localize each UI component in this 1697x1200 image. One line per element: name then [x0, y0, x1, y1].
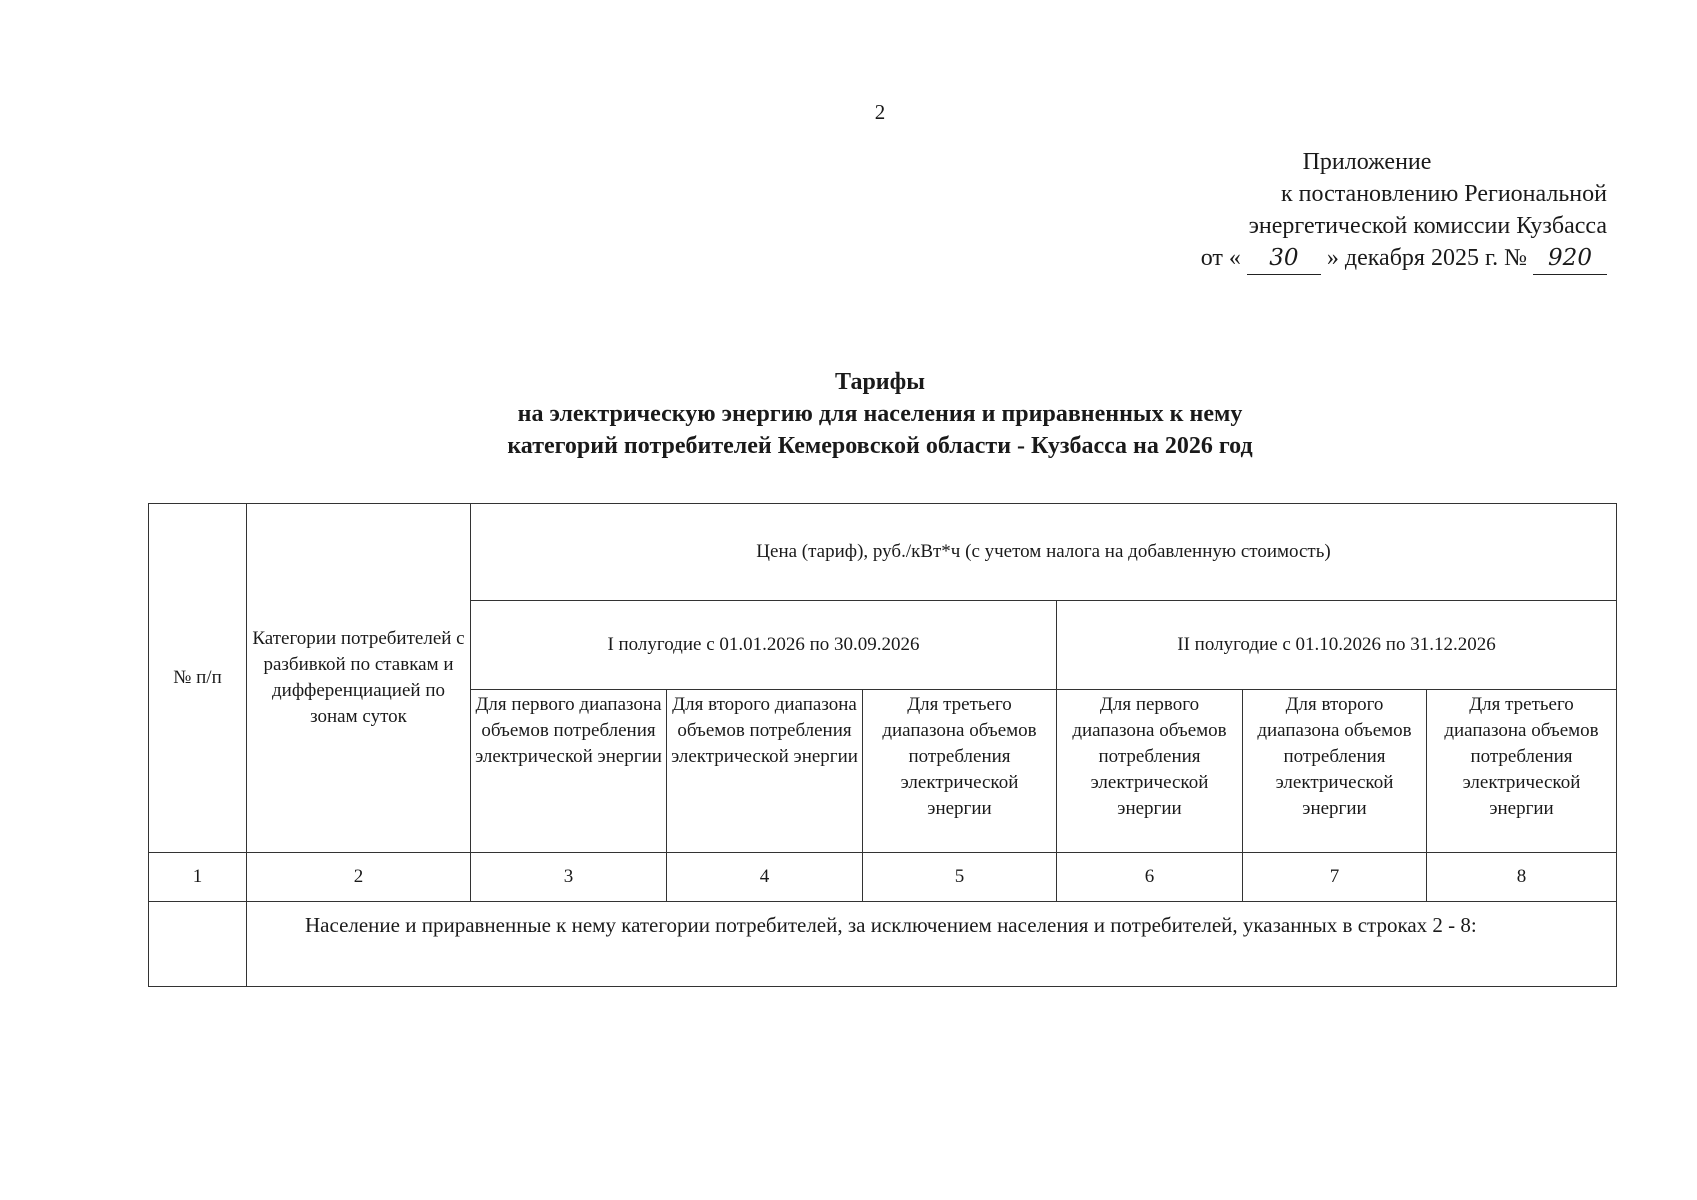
appendix-line-2: к постановлению Региональной — [1281, 181, 1607, 207]
column-number-7: 7 — [1243, 853, 1427, 902]
header-half-2: II полугодие с 01.10.2026 по 31.12.2026 — [1057, 601, 1617, 690]
header-range-2-h2: Для второго диапазона объемов потребления электрической энергии — [1243, 690, 1427, 853]
appendix-date-line — [1087, 242, 1607, 275]
table-row-column-numbers — [149, 853, 1617, 902]
header-range-1-h2: Для первого диапазона объемов потребления электрической энергии — [1057, 690, 1243, 853]
header-half-1: I полугодие с 01.01.2026 по 30.09.2026 — [471, 601, 1057, 690]
appendix-block — [1087, 146, 1607, 275]
row-category-text-content: Население и приравненные к нему категории потребителей, за исключением населения и потребителей, указанных в строках 2 - 8: — [305, 913, 1477, 937]
doc-number-handwritten: 920 — [1533, 242, 1607, 275]
title-line-1: Тарифы — [835, 369, 925, 395]
tariffs-table — [148, 503, 1617, 987]
header-range-2-h1: Для второго диапазона объемов потребления электрической энергии — [667, 690, 863, 853]
column-number-5: 5 — [863, 853, 1057, 902]
header-range-3-h2: Для третьего диапазона объемов потребления электрической энергии — [1427, 690, 1617, 853]
column-number-6: 6 — [1057, 853, 1243, 902]
table-header-row-price — [149, 504, 1617, 601]
date-day-handwritten: 30 — [1247, 242, 1321, 275]
title-line-3: категорий потребителей Кемеровской области - Кузбасса на 2026 год — [507, 433, 1253, 459]
table-row — [149, 902, 1617, 987]
header-price: Цена (тариф), руб./кВт*ч (с учетом налога на добавленную стоимость) — [471, 504, 1617, 601]
date-middle: » декабря 2025 г. № — [1326, 245, 1527, 271]
header-category: Категории потребителей с разбивкой по ставкам и дифференциацией по зонам суток — [247, 504, 471, 853]
row-category-text — [247, 902, 1617, 987]
appendix-title: Приложение — [1302, 149, 1432, 175]
page-number: 2 — [874, 100, 886, 124]
column-number-1: 1 — [149, 853, 247, 902]
header-range-1-h1: Для первого диапазона объемов потребления электрической энергии — [471, 690, 667, 853]
row-number — [149, 902, 247, 987]
date-prefix: от « — [1200, 245, 1241, 271]
header-range-3-h1: Для третьего диапазона объемов потребления электрической энергии — [863, 690, 1057, 853]
header-number: № п/п — [149, 504, 247, 853]
column-number-3: 3 — [471, 853, 667, 902]
column-number-2: 2 — [247, 853, 471, 902]
title-line-2: на электрическую энергию для населения и приравненных к нему — [517, 401, 1243, 427]
column-number-8: 8 — [1427, 853, 1617, 902]
appendix-line-3: энергетической комиссии Кузбасса — [1248, 213, 1607, 239]
column-number-4: 4 — [667, 853, 863, 902]
document-title — [0, 366, 1697, 462]
